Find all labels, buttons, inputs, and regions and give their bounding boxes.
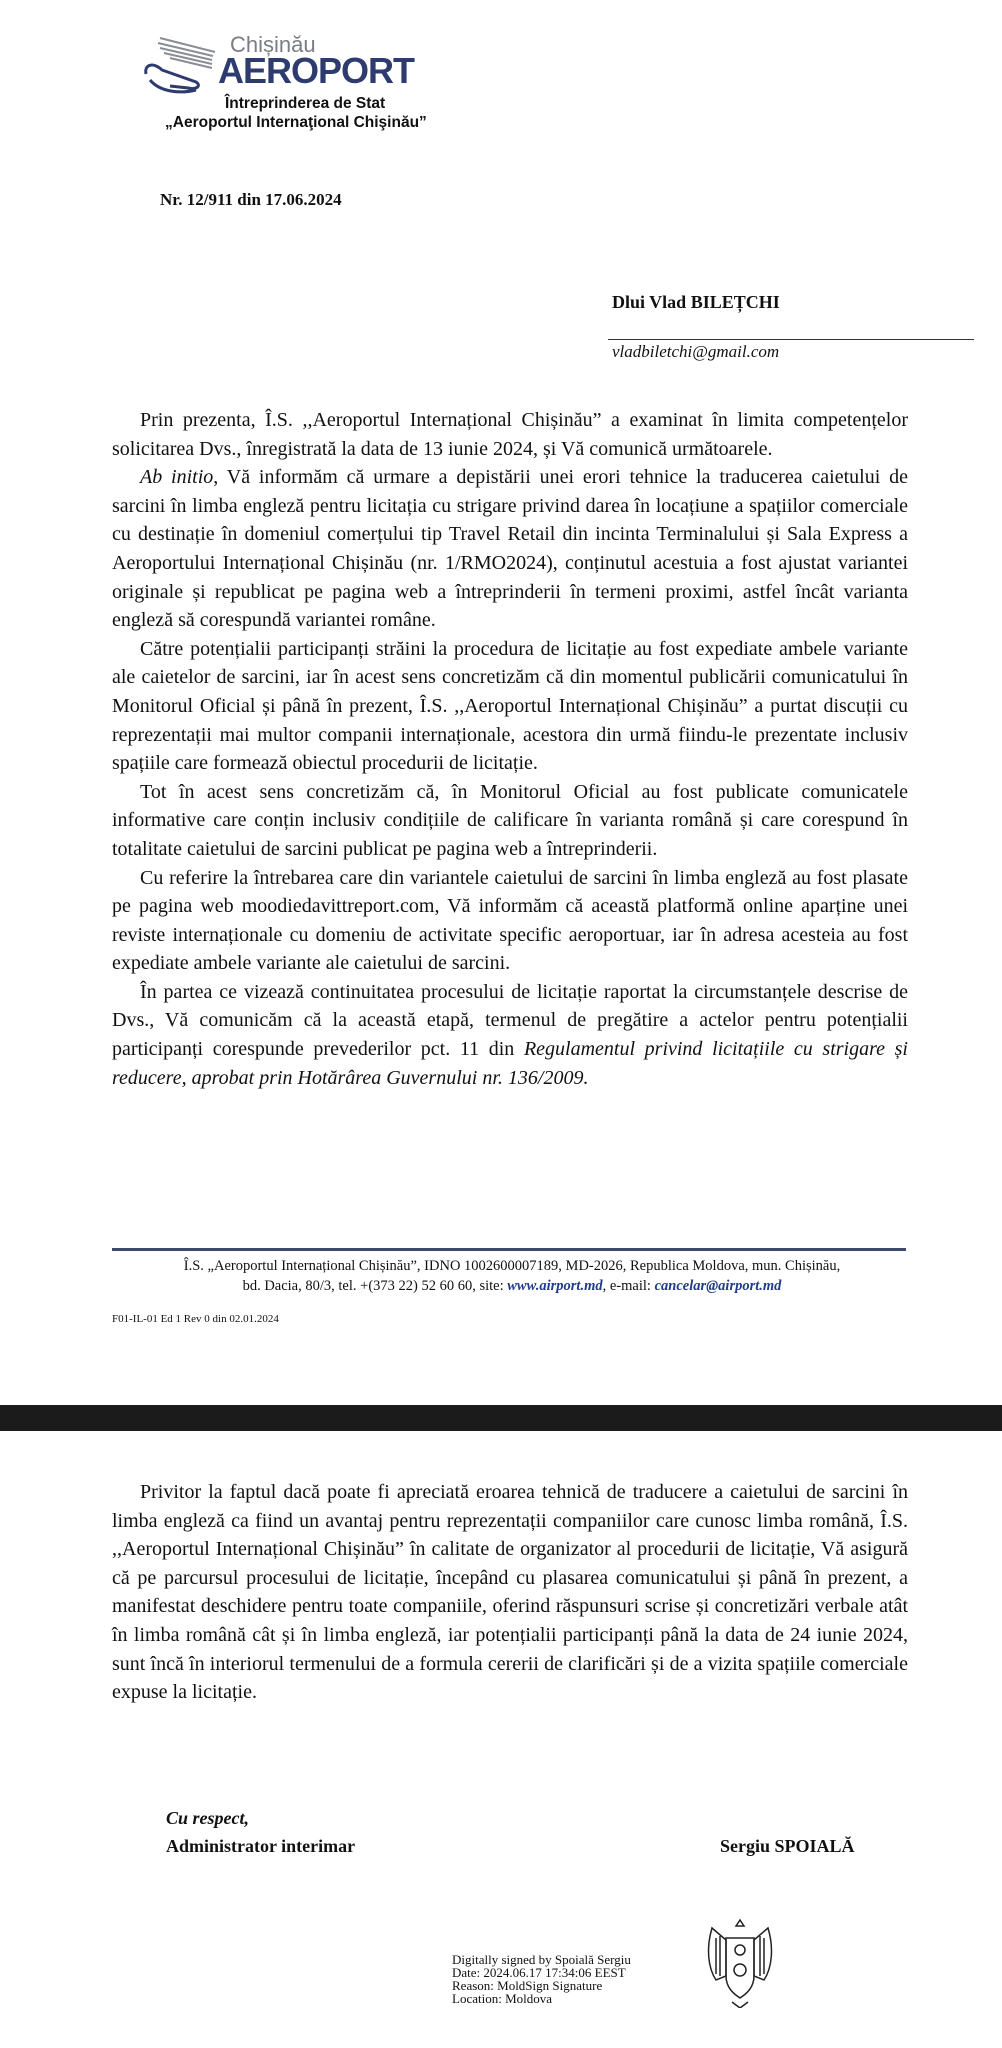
page-separator — [0, 1405, 1002, 1431]
email-link[interactable]: cancelar@airport.md — [654, 1278, 782, 1294]
logo-name: AEROPORT — [218, 50, 415, 91]
sig-line: Location: Moldova — [452, 1991, 553, 2006]
signatory-title: Administrator interimar — [166, 1836, 356, 1856]
form-code: F01-IL-01 Ed 1 Rev 0 din 02.01.2024 — [112, 1313, 279, 1325]
org-line-1: Întreprinderea de Stat — [225, 95, 386, 112]
document-number: Nr. 12/911 din 17.06.2024 — [160, 190, 342, 209]
site-link[interactable]: www.airport.md — [507, 1278, 603, 1294]
footer-address: bd. Dacia, 80/3, tel. +(373 22) 52 60 60, site: — [242, 1278, 508, 1294]
regulation-reference: Regulamentul privind licitațiile cu strigare și reducere, aprobat prin Hotărârea Guvernului nr. 136/2009. — [112, 1038, 908, 1089]
letter-body-page1 — [112, 406, 908, 1092]
paragraph — [112, 463, 908, 635]
paragraph: Cu referire la întrebarea care din variantele caietului de sarcini în limba engleză au fost plasate pe pagina web moodiedavittreport.com, Vă informăm că această platformă online aparține unei reviste internaționale cu domeniu de activitate specific aeroportuar, iar în adresa acesteia au fost expediate ambele variante ale caietului de sarcini. — [112, 866, 908, 975]
sig-line: Reason: MoldSign Signature — [452, 1978, 603, 1993]
wing-hand-icon — [140, 30, 220, 100]
paragraph-text: , Vă informăm că urmare a depistării unei erori tehnice la traducerea caietului de sarcini în limba engleză pentru licitația cu strigare privind darea în locațiune a spațiilor comerciale cu destinație în domeniul comerțului tip Travel Retail din incinta Terminalului și Sala Express a Aeroportului Internațional Chișinău (nr. 1/RMO2024), conținutul acestuia a fost ajustat variantei originale și republicat pe pagina web a întreprinderii în termeni proximi, astfel încât varianta engleză să corespundă variantei române. — [112, 466, 908, 632]
paragraph-text: În partea ce vizează continuitatea procesului de licitație raportat la circumstanțele descrise de Dvs., Vă comunicăm că la această etapă, termenul de pregătire a actelor pentru potențialii participanți corespunde prevederilor pct. 11 din — [112, 980, 908, 1061]
letter-body-page2 — [112, 1478, 908, 1707]
recipient-divider — [608, 339, 974, 340]
paragraph: Privitor la faptul dacă poate fi apreciată eroarea tehnică de traducere a caietului de sarcini în limba engleză ca fiind un avantaj pentru reprezentații companiilor care cunosc limba română, Î.S. ,,Aeroportul Internațional Chișinău” în calitate de organizator al procedurii de licitație, Vă asigură că pe parcursul procesului de licitație, începând cu plasarea comunicatului și până în prezent, a manifestat deschidere pentru toate companiile, oferind răspunsuri scrise și concretizări verbale atât în limba română cât și în limba engleză, iar potențialii participanți până la data de 24 iunie 2024, sunt încă în interiorul termenului de a formula cererii de clarificări și de a vizita spațiile comerciale expuse la licitație. — [112, 1481, 908, 1704]
footer-contacts — [112, 1256, 912, 1296]
ab-initio: Ab initio — [140, 466, 214, 489]
paragraph — [112, 978, 908, 1092]
logo-city: Chișinău — [230, 32, 316, 57]
paragraph: Către potențialii participanți străini la procedura de licitație au fost expediate ambele variante ale caietelor de sarcini, iar în acest sens concretizăm că din momentul publicării comunicatului în Monitorul Oficial și până în prezent, Î.S. ,,Aeroportul Internațional Chișinău” a purtat discuții cu reprezentații mai multor companii internaționale, acestora din urmă fiindu-le prezentate inclusiv spațiile care formează obiectul procedurii de licitație. — [112, 637, 908, 775]
sig-line: Date: 2024.06.17 17:34:06 EEST — [452, 1965, 626, 1980]
paragraph: Tot în acest sens concretizăm că, în Monitorul Oficial au fost publicate comunicatele informative care conțin inclusiv condițiile de calificare în varianta română și care corespund în totalitate caietului de sarcini publicat pe pagina web a întreprinderii. — [112, 780, 908, 860]
footer-line-1: Î.S. „Aeroportul Internațional Chișinău”, IDNO 1002600007189, MD-2026, Republica Moldova, mun. Chișinău, — [183, 1258, 841, 1274]
paragraph: Prin prezenta, Î.S. ,,Aeroportul Internațional Chișinău” a examinat în limita competențelor solicitarea Dvs., înregistrată la data de 13 iunie 2024, și Vă comunică următoarele. — [112, 409, 908, 460]
signatory-name: Sergiu SPOIALĂ — [720, 1836, 855, 1856]
digital-signature — [452, 1953, 631, 2005]
org-line-2: „Aeroportul Internaţional Chişinău” — [165, 114, 427, 131]
closing: Cu respect, — [166, 1808, 249, 1828]
coat-of-arms-icon — [702, 1918, 778, 2008]
footer-divider — [112, 1248, 906, 1251]
sig-line: Digitally signed by Spoială Sergiu — [452, 1952, 631, 1967]
footer-line-2 — [112, 1276, 912, 1296]
email-label: , e-mail: — [602, 1278, 655, 1294]
recipient-name: Dlui Vlad BILEȚCHI — [612, 292, 780, 312]
organization-name — [165, 94, 427, 132]
recipient-email: vladbiletchi@gmail.com — [612, 342, 780, 361]
